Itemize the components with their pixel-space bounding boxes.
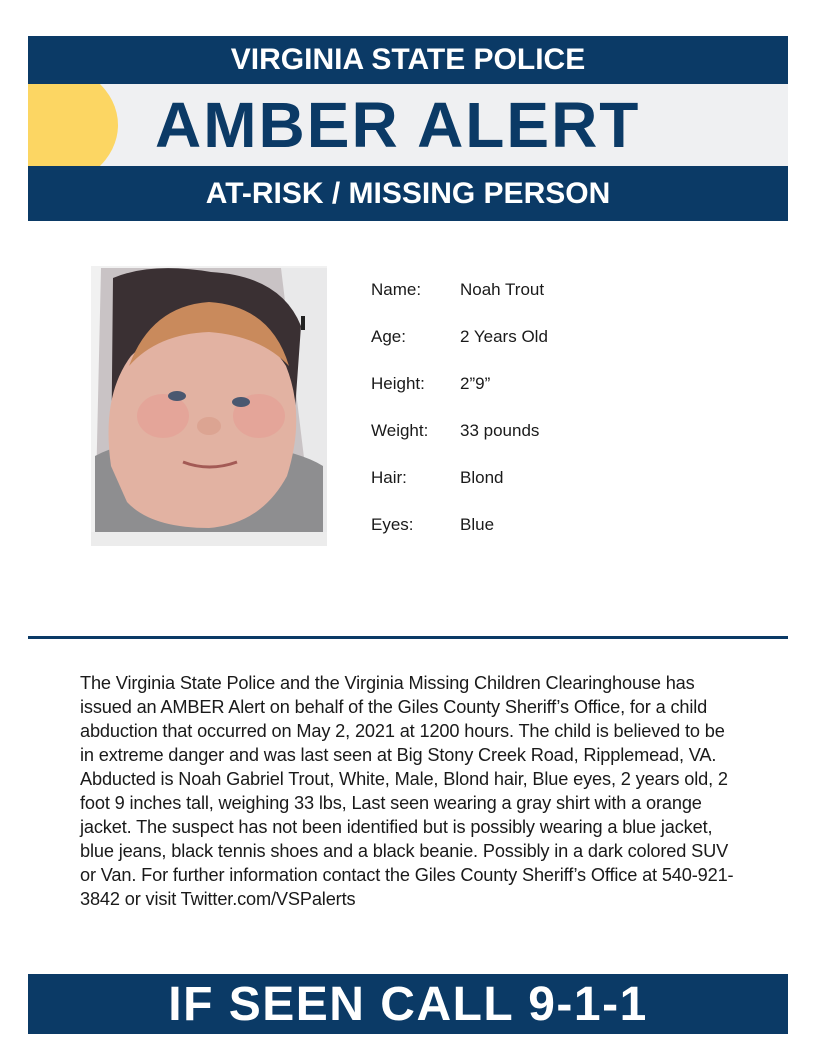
detail-value: Blue xyxy=(460,515,495,534)
detail-value: 2”9” xyxy=(460,374,491,393)
detail-label: Eyes: xyxy=(371,515,414,534)
detail-row-weight xyxy=(371,421,691,468)
detail-label: Name: xyxy=(371,280,422,299)
detail-label: Hair: xyxy=(371,468,407,487)
detail-label: Weight: xyxy=(371,421,429,440)
alert-title: AMBER ALERT xyxy=(155,89,641,161)
detail-row-hair xyxy=(371,468,691,515)
detail-row-eyes xyxy=(371,515,691,562)
detail-value: Blond xyxy=(460,468,504,487)
missing-child-photo xyxy=(91,266,327,546)
alert-category: AT-RISK / MISSING PERSON xyxy=(205,176,611,210)
agency-name: VIRGINIA STATE POLICE xyxy=(230,43,586,76)
detail-value: 2 Years Old xyxy=(460,327,548,346)
detail-label: Age: xyxy=(371,327,406,346)
call-to-action-text: IF SEEN CALL 9-1-1 xyxy=(168,977,648,1031)
call-to-action-banner xyxy=(28,974,788,1034)
detail-label: Height: xyxy=(371,374,425,393)
detail-value: Noah Trout xyxy=(460,280,545,299)
alert-description: The Virginia State Police and the Virginia Missing Children Clearinghouse has issued an AMBER Alert on behalf of the Giles County Sheriff’s Office, for a child abduction that occurred on May 2, 2021 at 1200 hours. The child is believed to be in extreme danger and was last seen at Big Stony Creek Road, Ripplemead, VA. Abducted is Noah Gabriel Trout, White, Male, Blond hair, Blue eyes, 2 years old, 2 foot 9 inches tall, weighing 33 lbs, Last seen wearing a gray shirt with a orange jacket. The suspect has not been identified but is possibly wearing a blue jacket, blue jeans, black tennis shoes and a black beanie. Possibly in a dark colored SUV or Van. For further information contact the Giles County Sheriff’s Office at 540-921-3842 or visit Twitter.com/VSPalerts xyxy=(80,673,734,909)
child-photo-image xyxy=(91,266,327,546)
detail-row-age xyxy=(371,327,691,374)
detail-row-name xyxy=(371,280,691,327)
detail-row-height xyxy=(371,374,691,421)
category-banner xyxy=(28,166,788,221)
child-details xyxy=(371,280,691,562)
sun-graphic xyxy=(28,84,118,166)
alert-title-band xyxy=(28,84,788,166)
section-divider xyxy=(28,636,788,639)
detail-value: 33 pounds xyxy=(460,421,540,440)
agency-banner xyxy=(28,36,788,84)
